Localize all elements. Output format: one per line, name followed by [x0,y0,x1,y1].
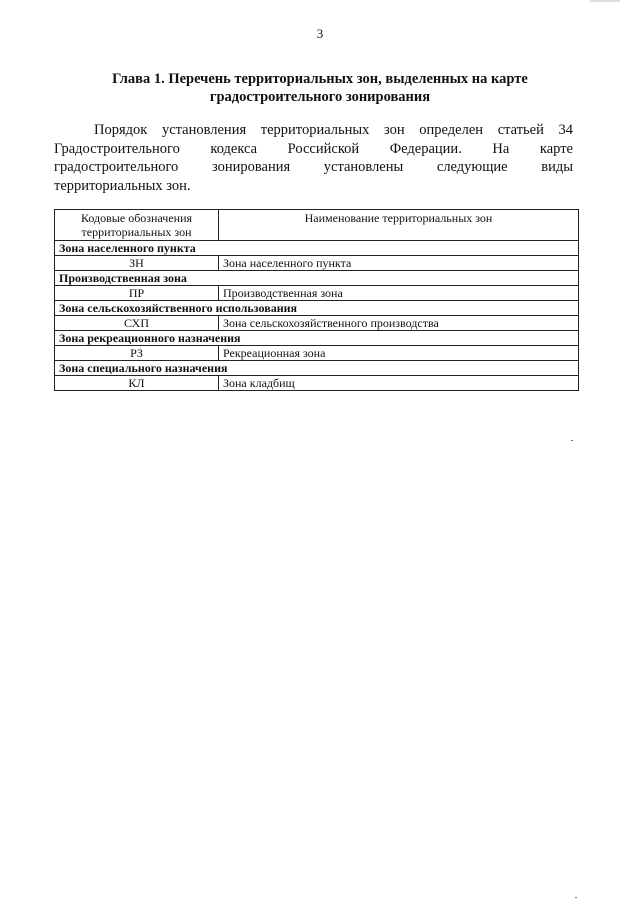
zones-table [54,209,579,391]
table-row [55,316,579,331]
zone-name: Рекреационная зона [219,346,579,361]
chapter-title [80,70,560,106]
table-row [55,376,579,391]
zone-code: РЗ [55,346,219,361]
group-title: Зона сельскохозяйственного использования [55,301,579,316]
intro-paragraph [54,121,573,195]
table-header-row [55,210,579,241]
header-code-line-1: Кодовые обозначения [80,211,193,225]
table-row [55,346,579,361]
table-row [55,286,579,301]
header-name: Наименование территориальных зон [219,210,579,241]
scan-artifact [590,0,620,2]
zone-code: ЗН [55,256,219,271]
intro-line-3: градостроительного зонирования установлены следующие виды [54,159,573,175]
page-number: 3 [316,26,324,41]
zone-name: Зона кладбищ [219,376,579,391]
group-row [55,271,579,286]
scan-speck [571,440,573,441]
zone-name: Зона населенного пункта [219,256,579,271]
zone-name: Производственная зона [219,286,579,301]
intro-line-4: территориальных зон. [54,177,191,194]
scan-speck [575,897,577,898]
group-title: Зона рекреационного назначения [55,331,579,346]
zone-code: СХП [55,316,219,331]
group-row [55,361,579,376]
chapter-title-line-1: Глава 1. Перечень территориальных зон, выделенных на карте [112,71,528,87]
chapter-title-line-2: градостроительного зонирования [209,89,431,105]
table-row [55,256,579,271]
group-row [55,301,579,316]
zone-name: Зона сельскохозяйственного производства [219,316,579,331]
group-title: Производственная зона [55,271,579,286]
group-row [55,241,579,256]
group-row [55,331,579,346]
intro-line-1: Порядок установления территориальных зон определен статьей 34 [94,122,573,138]
group-title: Зона специального назначения [55,361,579,376]
header-code-line-2: территориальных зон [81,225,192,239]
zone-code: ПР [55,286,219,301]
header-code [55,210,219,241]
zone-code: КЛ [55,376,219,391]
intro-line-2: Градостроительного кодекса Российской Федерации. На карте [54,140,573,157]
group-title: Зона населенного пункта [55,241,579,256]
